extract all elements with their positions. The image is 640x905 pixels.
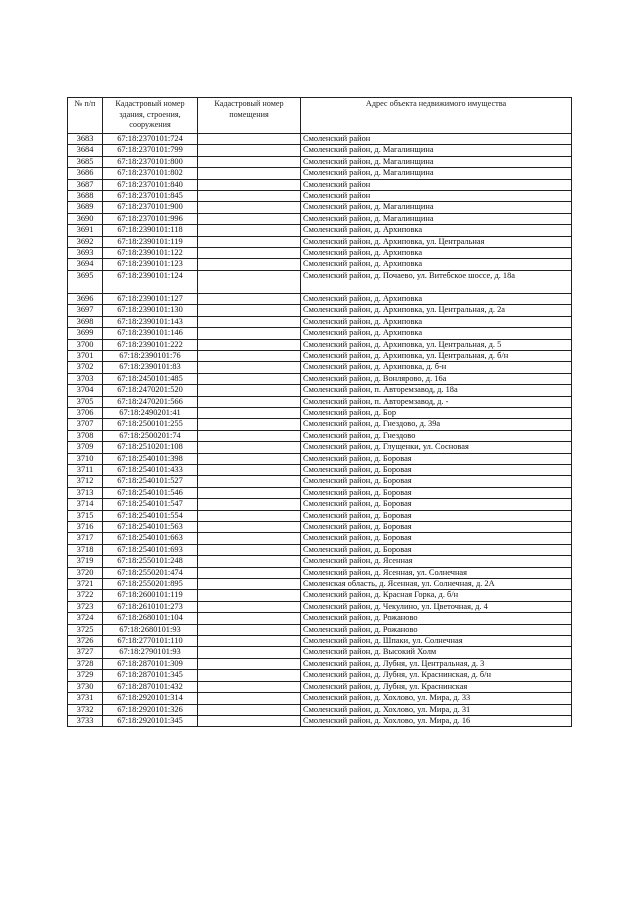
room-cadastral-number [198, 419, 301, 430]
object-address: Смоленский район, д. Почаево, ул. Витебское шоссе, д. 18а [301, 270, 572, 293]
building-cadastral-number: 67:18:2870101:432 [103, 681, 198, 692]
table-row [68, 179, 572, 190]
row-number: 3712 [68, 476, 103, 487]
object-address: Смоленский район, д. Гнездово [301, 430, 572, 441]
building-cadastral-number: 67:18:2870101:345 [103, 670, 198, 681]
object-address: Смоленский район, д. Хохлово, ул. Мира, д. 31 [301, 704, 572, 715]
object-address: Смоленский район, д. Лубня, ул. Краснинская [301, 681, 572, 692]
room-cadastral-number [198, 316, 301, 327]
building-cadastral-number: 67:18:2510201:108 [103, 442, 198, 453]
table-row [68, 270, 572, 293]
table-row [68, 225, 572, 236]
room-cadastral-number [198, 339, 301, 350]
object-address: Смоленский район, д. Архиповка [301, 293, 572, 304]
object-address: Смоленский район, д. Хохлово, ул. Мира, д. 33 [301, 693, 572, 704]
room-cadastral-number [198, 156, 301, 167]
row-number: 3716 [68, 522, 103, 533]
object-address: Смоленский район, д. Боровая [301, 499, 572, 510]
object-address: Смоленский район, д. Рожаново [301, 613, 572, 624]
object-address: Смоленский район, д. Архиповка [301, 248, 572, 259]
object-address: Смоленский район [301, 179, 572, 190]
table-row [68, 350, 572, 361]
building-cadastral-number: 67:18:2500101:255 [103, 419, 198, 430]
table-row [68, 202, 572, 213]
row-number: 3715 [68, 510, 103, 521]
table-row [68, 476, 572, 487]
object-address: Смоленский район, д. Рожаново [301, 624, 572, 635]
building-cadastral-number: 67:18:2390101:122 [103, 248, 198, 259]
row-number: 3686 [68, 168, 103, 179]
row-number: 3723 [68, 601, 103, 612]
room-cadastral-number [198, 453, 301, 464]
table-row [68, 464, 572, 475]
object-address: Смоленский район, д. Архиповка [301, 225, 572, 236]
row-number: 3698 [68, 316, 103, 327]
row-number: 3685 [68, 156, 103, 167]
table-row [68, 715, 572, 726]
room-cadastral-number [198, 430, 301, 441]
table-row [68, 248, 572, 259]
room-cadastral-number [198, 590, 301, 601]
room-cadastral-number [198, 202, 301, 213]
row-number: 3732 [68, 704, 103, 715]
row-number: 3711 [68, 464, 103, 475]
table-row [68, 567, 572, 578]
building-cadastral-number: 67:18:2770101:110 [103, 636, 198, 647]
row-number: 3692 [68, 236, 103, 247]
building-cadastral-number: 67:18:2390101:130 [103, 305, 198, 316]
object-address: Смоленская область, д. Ясенная, ул. Солнечная, д. 2А [301, 579, 572, 590]
building-cadastral-number: 67:18:2390101:143 [103, 316, 198, 327]
building-cadastral-number: 67:18:2390101:118 [103, 225, 198, 236]
room-cadastral-number [198, 179, 301, 190]
room-cadastral-number [198, 579, 301, 590]
room-cadastral-number [198, 670, 301, 681]
row-number: 3730 [68, 681, 103, 692]
table-row [68, 328, 572, 339]
table-row [68, 259, 572, 270]
object-address: Смоленский район [301, 134, 572, 145]
room-cadastral-number [198, 636, 301, 647]
room-cadastral-number [198, 362, 301, 373]
object-address: Смоленский район, д. Вонлярово, д. 16а [301, 373, 572, 384]
row-number: 3710 [68, 453, 103, 464]
header-room-cadastral-number: Кадастровый номер помещения [198, 98, 301, 134]
row-number: 3713 [68, 487, 103, 498]
row-number: 3693 [68, 248, 103, 259]
table-row [68, 430, 572, 441]
building-cadastral-number: 67:18:2610101:273 [103, 601, 198, 612]
table-row [68, 681, 572, 692]
object-address: Смоленский район, д. Боровая [301, 533, 572, 544]
building-cadastral-number: 67:18:2370101:724 [103, 134, 198, 145]
object-address: Смоленский район [301, 191, 572, 202]
building-cadastral-number: 67:18:2920101:326 [103, 704, 198, 715]
row-number: 3733 [68, 715, 103, 726]
row-number: 3727 [68, 647, 103, 658]
building-cadastral-number: 67:18:2390101:146 [103, 328, 198, 339]
building-cadastral-number: 67:18:2550201:474 [103, 567, 198, 578]
room-cadastral-number [198, 225, 301, 236]
building-cadastral-number: 67:18:2370101:802 [103, 168, 198, 179]
header-address: Адрес объекта недвижимого имущества [301, 98, 572, 134]
object-address: Смоленский район, д. Боровая [301, 453, 572, 464]
table-row [68, 613, 572, 624]
room-cadastral-number [198, 624, 301, 635]
room-cadastral-number [198, 191, 301, 202]
table-row [68, 704, 572, 715]
room-cadastral-number [198, 510, 301, 521]
room-cadastral-number [198, 704, 301, 715]
table-row [68, 407, 572, 418]
object-address: Смоленский район, д. Архиповка, д. б-н [301, 362, 572, 373]
building-cadastral-number: 67:18:2870101:309 [103, 658, 198, 669]
building-cadastral-number: 67:18:2370101:845 [103, 191, 198, 202]
table-row [68, 590, 572, 601]
building-cadastral-number: 67:18:2370101:799 [103, 145, 198, 156]
room-cadastral-number [198, 328, 301, 339]
row-number: 3726 [68, 636, 103, 647]
row-number: 3717 [68, 533, 103, 544]
building-cadastral-number: 67:18:2600101:119 [103, 590, 198, 601]
row-number: 3724 [68, 613, 103, 624]
table-row [68, 658, 572, 669]
room-cadastral-number [198, 236, 301, 247]
object-address: Смоленский район, д. Ясенная, ул. Солнечная [301, 567, 572, 578]
table-row [68, 453, 572, 464]
table-row [68, 510, 572, 521]
table-body [68, 134, 572, 727]
object-address: Смоленский район, д. Магалинщина [301, 156, 572, 167]
building-cadastral-number: 67:18:2540101:663 [103, 533, 198, 544]
object-address: Смоленский район, д. Магалинщина [301, 213, 572, 224]
object-address: Смоленский район, д. Шпаки, ул. Солнечная [301, 636, 572, 647]
row-number: 3701 [68, 350, 103, 361]
object-address: Смоленский район, д. Бор [301, 407, 572, 418]
object-address: Смоленский район, д. Архиповка [301, 259, 572, 270]
object-address: Смоленский район, д. Ясенная [301, 556, 572, 567]
building-cadastral-number: 67:18:2540101:547 [103, 499, 198, 510]
table-row [68, 647, 572, 658]
object-address: Смоленский район, д. Магалинщина [301, 168, 572, 179]
row-number: 3695 [68, 270, 103, 293]
room-cadastral-number [198, 499, 301, 510]
room-cadastral-number [198, 293, 301, 304]
room-cadastral-number [198, 556, 301, 567]
object-address: Смоленский район, д. Архиповка, ул. Центральная, д. 5 [301, 339, 572, 350]
object-address: Смоленский район, д. Боровая [301, 522, 572, 533]
row-number: 3691 [68, 225, 103, 236]
table-row [68, 522, 572, 533]
table-row [68, 533, 572, 544]
table-row [68, 362, 572, 373]
table-row [68, 145, 572, 156]
row-number: 3705 [68, 396, 103, 407]
table-row [68, 487, 572, 498]
row-number: 3707 [68, 419, 103, 430]
object-address: Смоленский район, д. Боровая [301, 544, 572, 555]
object-address: Смоленский район, д. Лубня, ул. Краснинская, д. б/н [301, 670, 572, 681]
room-cadastral-number [198, 522, 301, 533]
table-row [68, 156, 572, 167]
building-cadastral-number: 67:18:2680101:93 [103, 624, 198, 635]
row-number: 3706 [68, 407, 103, 418]
object-address: Смоленский район, д. Высокий Холм [301, 647, 572, 658]
table-row [68, 213, 572, 224]
building-cadastral-number: 67:18:2490201:41 [103, 407, 198, 418]
building-cadastral-number: 67:18:2390101:83 [103, 362, 198, 373]
room-cadastral-number [198, 270, 301, 293]
row-number: 3728 [68, 658, 103, 669]
object-address: Смоленский район, д. Архиповка, ул. Центральная [301, 236, 572, 247]
room-cadastral-number [198, 487, 301, 498]
building-cadastral-number: 67:18:2920101:314 [103, 693, 198, 704]
room-cadastral-number [198, 350, 301, 361]
header-building-cadastral-number: Кадастровый номер здания, строения, сооружения [103, 98, 198, 134]
room-cadastral-number [198, 544, 301, 555]
building-cadastral-number: 67:18:2540101:527 [103, 476, 198, 487]
room-cadastral-number [198, 373, 301, 384]
table-row [68, 670, 572, 681]
row-number: 3689 [68, 202, 103, 213]
object-address: Смоленский район, д. Лубня, ул. Центральная, д. 3 [301, 658, 572, 669]
building-cadastral-number: 67:18:2390101:76 [103, 350, 198, 361]
room-cadastral-number [198, 145, 301, 156]
object-address: Смоленский район, д. Боровая [301, 464, 572, 475]
object-address: Смоленский район, п. Авторемзавод, д. 18а [301, 385, 572, 396]
building-cadastral-number: 67:18:2540101:563 [103, 522, 198, 533]
building-cadastral-number: 67:18:2540101:546 [103, 487, 198, 498]
building-cadastral-number: 67:18:2550101:248 [103, 556, 198, 567]
row-number: 3721 [68, 579, 103, 590]
building-cadastral-number: 67:18:2390101:123 [103, 259, 198, 270]
building-cadastral-number: 67:18:2470201:520 [103, 385, 198, 396]
building-cadastral-number: 67:18:2470201:566 [103, 396, 198, 407]
object-address: Смоленский район, д. Боровая [301, 476, 572, 487]
room-cadastral-number [198, 613, 301, 624]
building-cadastral-number: 67:18:2790101:93 [103, 647, 198, 658]
table-row [68, 316, 572, 327]
room-cadastral-number [198, 248, 301, 259]
row-number: 3722 [68, 590, 103, 601]
row-number: 3687 [68, 179, 103, 190]
row-number: 3694 [68, 259, 103, 270]
table-row [68, 499, 572, 510]
property-register-table [67, 97, 572, 727]
object-address: Смоленский район, д. Глущенки, ул. Сосновая [301, 442, 572, 453]
row-number: 3719 [68, 556, 103, 567]
room-cadastral-number [198, 385, 301, 396]
table-row [68, 305, 572, 316]
table-row [68, 293, 572, 304]
room-cadastral-number [198, 647, 301, 658]
object-address: Смоленский район, д. Красная Горка, д. б/н [301, 590, 572, 601]
table-row [68, 579, 572, 590]
table-row [68, 442, 572, 453]
table-row [68, 236, 572, 247]
room-cadastral-number [198, 715, 301, 726]
object-address: Смоленский район, д. Чекулино, ул. Цветочная, д. 4 [301, 601, 572, 612]
row-number: 3702 [68, 362, 103, 373]
object-address: Смоленский район, д. Архиповка, ул. Центральная, д. б/н [301, 350, 572, 361]
object-address: Смоленский район, д. Магалинщина [301, 202, 572, 213]
building-cadastral-number: 67:18:2540101:433 [103, 464, 198, 475]
room-cadastral-number [198, 213, 301, 224]
object-address: Смоленский район, д. Боровая [301, 510, 572, 521]
building-cadastral-number: 67:18:2450101:485 [103, 373, 198, 384]
building-cadastral-number: 67:18:2500201:74 [103, 430, 198, 441]
row-number: 3725 [68, 624, 103, 635]
row-number: 3688 [68, 191, 103, 202]
table-row [68, 339, 572, 350]
room-cadastral-number [198, 464, 301, 475]
building-cadastral-number: 67:18:2540101:693 [103, 544, 198, 555]
table-header-row [68, 98, 572, 134]
object-address: Смоленский район, п. Авторемзавод, д. - [301, 396, 572, 407]
object-address: Смоленский район, д. Гнездово, д. 39а [301, 419, 572, 430]
room-cadastral-number [198, 259, 301, 270]
table-row [68, 601, 572, 612]
room-cadastral-number [198, 601, 301, 612]
room-cadastral-number [198, 681, 301, 692]
object-address: Смоленский район, д. Архиповка, ул. Центральная, д. 2а [301, 305, 572, 316]
building-cadastral-number: 67:18:2370101:800 [103, 156, 198, 167]
row-number: 3700 [68, 339, 103, 350]
building-cadastral-number: 67:18:2370101:900 [103, 202, 198, 213]
row-number: 3709 [68, 442, 103, 453]
building-cadastral-number: 67:18:2920101:345 [103, 715, 198, 726]
table-row [68, 624, 572, 635]
row-number: 3696 [68, 293, 103, 304]
building-cadastral-number: 67:18:2390101:119 [103, 236, 198, 247]
object-address: Смоленский район, д. Магалинщина [301, 145, 572, 156]
building-cadastral-number: 67:18:2540101:398 [103, 453, 198, 464]
object-address: Смоленский район, д. Хохлово, ул. Мира, д. 16 [301, 715, 572, 726]
room-cadastral-number [198, 407, 301, 418]
header-number: № п/п [68, 98, 103, 134]
building-cadastral-number: 67:18:2390101:127 [103, 293, 198, 304]
building-cadastral-number: 67:18:2390101:222 [103, 339, 198, 350]
table-row [68, 373, 572, 384]
row-number: 3731 [68, 693, 103, 704]
room-cadastral-number [198, 533, 301, 544]
object-address: Смоленский район, д. Архиповка [301, 328, 572, 339]
building-cadastral-number: 67:18:2680101:104 [103, 613, 198, 624]
table-row [68, 556, 572, 567]
building-cadastral-number: 67:18:2370101:996 [103, 213, 198, 224]
row-number: 3697 [68, 305, 103, 316]
row-number: 3720 [68, 567, 103, 578]
building-cadastral-number: 67:18:2540101:554 [103, 510, 198, 521]
room-cadastral-number [198, 442, 301, 453]
row-number: 3684 [68, 145, 103, 156]
table-row [68, 636, 572, 647]
table-row [68, 693, 572, 704]
row-number: 3729 [68, 670, 103, 681]
room-cadastral-number [198, 658, 301, 669]
room-cadastral-number [198, 305, 301, 316]
row-number: 3704 [68, 385, 103, 396]
row-number: 3703 [68, 373, 103, 384]
table-row [68, 419, 572, 430]
room-cadastral-number [198, 134, 301, 145]
table-row [68, 168, 572, 179]
room-cadastral-number [198, 476, 301, 487]
room-cadastral-number [198, 567, 301, 578]
row-number: 3708 [68, 430, 103, 441]
building-cadastral-number: 67:18:2390101:124 [103, 270, 198, 293]
row-number: 3699 [68, 328, 103, 339]
room-cadastral-number [198, 396, 301, 407]
building-cadastral-number: 67:18:2370101:840 [103, 179, 198, 190]
table-row [68, 134, 572, 145]
row-number: 3718 [68, 544, 103, 555]
room-cadastral-number [198, 693, 301, 704]
table-row [68, 396, 572, 407]
row-number: 3683 [68, 134, 103, 145]
table-row [68, 385, 572, 396]
building-cadastral-number: 67:18:2550201:895 [103, 579, 198, 590]
table-row [68, 191, 572, 202]
object-address: Смоленский район, д. Архиповка [301, 316, 572, 327]
row-number: 3714 [68, 499, 103, 510]
object-address: Смоленский район, д. Боровая [301, 487, 572, 498]
table-row [68, 544, 572, 555]
room-cadastral-number [198, 168, 301, 179]
row-number: 3690 [68, 213, 103, 224]
